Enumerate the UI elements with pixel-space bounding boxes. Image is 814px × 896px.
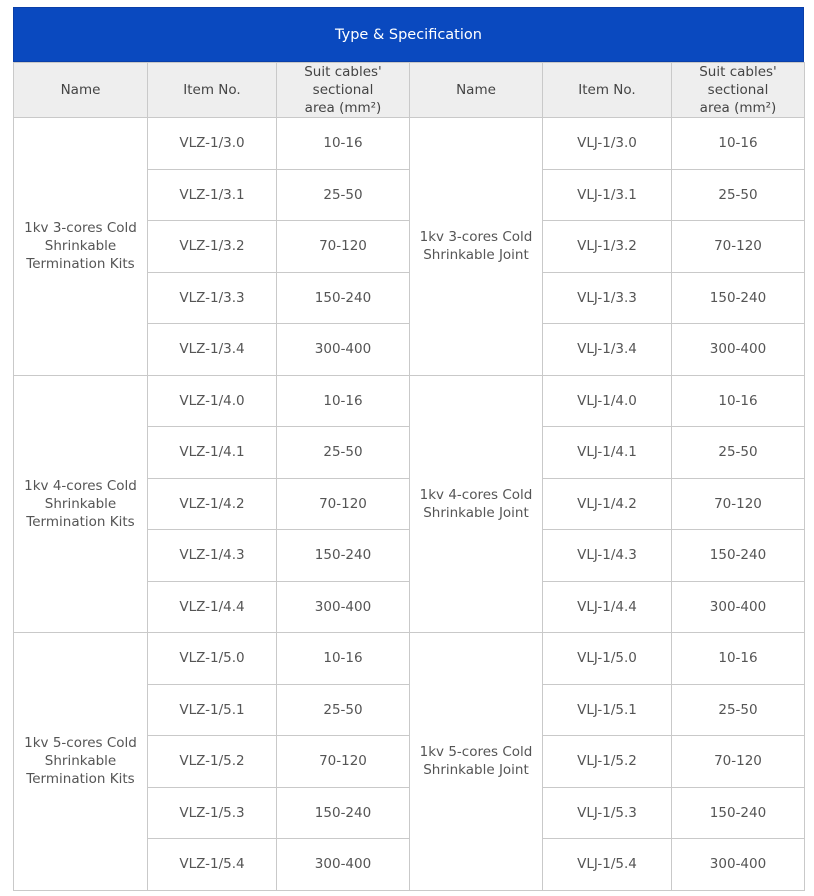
left-product-name-line: Shrinkable bbox=[44, 495, 117, 512]
left-cable-area: 70-120 bbox=[277, 221, 410, 273]
header-area-right bbox=[672, 63, 805, 118]
header-item-right: Item No. bbox=[543, 63, 672, 118]
left-product-name-line: Shrinkable bbox=[44, 238, 117, 255]
right-product-name-line: Shrinkable Joint bbox=[423, 762, 529, 779]
right-item-no: VLJ-1/3.2 bbox=[543, 221, 672, 273]
left-item-no: VLZ-1/3.1 bbox=[148, 169, 277, 221]
right-cable-area: 300-400 bbox=[672, 581, 805, 633]
table-title: Type & Specification bbox=[13, 7, 804, 62]
left-cable-area: 70-120 bbox=[277, 736, 410, 788]
right-cable-area: 10-16 bbox=[672, 375, 805, 427]
left-item-no: VLZ-1/5.0 bbox=[148, 633, 277, 685]
right-cable-area: 10-16 bbox=[672, 633, 805, 685]
right-product-name-line: 1kv 4-cores Cold bbox=[419, 486, 533, 503]
left-item-no: VLZ-1/3.4 bbox=[148, 324, 277, 376]
right-item-no: VLJ-1/5.3 bbox=[543, 787, 672, 839]
right-product-name bbox=[410, 633, 543, 891]
left-item-no: VLZ-1/3.3 bbox=[148, 272, 277, 324]
header-area-left-line3: area (mm²) bbox=[304, 100, 382, 116]
left-cable-area: 10-16 bbox=[277, 633, 410, 685]
left-product-name-line: 1kv 3-cores Cold bbox=[24, 220, 137, 237]
left-cable-area: 150-240 bbox=[277, 530, 410, 582]
spec-table-container bbox=[13, 7, 804, 891]
right-cable-area: 70-120 bbox=[672, 478, 805, 530]
right-item-no: VLJ-1/3.0 bbox=[543, 118, 672, 170]
header-area-right-line2: sectional bbox=[707, 82, 769, 98]
right-item-no: VLJ-1/5.4 bbox=[543, 839, 672, 891]
header-name-left: Name bbox=[14, 63, 148, 118]
header-area-right-line3: area (mm²) bbox=[699, 100, 777, 116]
left-cable-area: 10-16 bbox=[277, 375, 410, 427]
left-cable-area: 70-120 bbox=[277, 478, 410, 530]
right-product-name bbox=[410, 118, 543, 376]
right-cable-area: 150-240 bbox=[672, 787, 805, 839]
left-cable-area: 300-400 bbox=[277, 581, 410, 633]
table-body bbox=[14, 118, 805, 891]
table-row bbox=[14, 375, 805, 427]
left-item-no: VLZ-1/4.4 bbox=[148, 581, 277, 633]
right-product-name-line: 1kv 3-cores Cold bbox=[419, 229, 533, 246]
right-product-name bbox=[410, 375, 543, 633]
right-item-no: VLJ-1/4.4 bbox=[543, 581, 672, 633]
left-cable-area: 25-50 bbox=[277, 169, 410, 221]
left-cable-area: 300-400 bbox=[277, 839, 410, 891]
left-cable-area: 300-400 bbox=[277, 324, 410, 376]
right-cable-area: 25-50 bbox=[672, 684, 805, 736]
right-cable-area: 70-120 bbox=[672, 221, 805, 273]
left-item-no: VLZ-1/5.1 bbox=[148, 684, 277, 736]
right-product-name-line: Shrinkable Joint bbox=[423, 247, 529, 264]
header-area-left-line1: Suit cables' bbox=[304, 64, 382, 80]
right-item-no: VLJ-1/3.3 bbox=[543, 272, 672, 324]
right-cable-area: 25-50 bbox=[672, 169, 805, 221]
left-item-no: VLZ-1/3.2 bbox=[148, 221, 277, 273]
left-cable-area: 150-240 bbox=[277, 787, 410, 839]
right-item-no: VLJ-1/3.1 bbox=[543, 169, 672, 221]
right-item-no: VLJ-1/5.1 bbox=[543, 684, 672, 736]
left-item-no: VLZ-1/5.2 bbox=[148, 736, 277, 788]
table-row bbox=[14, 118, 805, 170]
right-cable-area: 70-120 bbox=[672, 736, 805, 788]
table-row bbox=[14, 633, 805, 685]
left-item-no: VLZ-1/4.0 bbox=[148, 375, 277, 427]
right-cable-area: 150-240 bbox=[672, 530, 805, 582]
right-item-no: VLJ-1/4.0 bbox=[543, 375, 672, 427]
right-item-no: VLJ-1/4.1 bbox=[543, 427, 672, 479]
left-product-name-line: 1kv 5-cores Cold bbox=[24, 735, 137, 752]
left-item-no: VLZ-1/4.1 bbox=[148, 427, 277, 479]
left-item-no: VLZ-1/3.0 bbox=[148, 118, 277, 170]
left-product-name bbox=[14, 633, 148, 891]
left-product-name-line: Termination Kits bbox=[26, 771, 135, 788]
right-cable-area: 25-50 bbox=[672, 427, 805, 479]
right-item-no: VLJ-1/5.0 bbox=[543, 633, 672, 685]
right-product-name-line: Shrinkable Joint bbox=[423, 504, 529, 521]
left-product-name-line: Termination Kits bbox=[26, 513, 135, 530]
left-product-name-line: Shrinkable bbox=[44, 753, 117, 770]
left-cable-area: 25-50 bbox=[277, 684, 410, 736]
right-item-no: VLJ-1/5.2 bbox=[543, 736, 672, 788]
left-cable-area: 150-240 bbox=[277, 272, 410, 324]
header-item-left: Item No. bbox=[148, 63, 277, 118]
left-product-name bbox=[14, 375, 148, 633]
left-item-no: VLZ-1/4.3 bbox=[148, 530, 277, 582]
header-area-left bbox=[277, 63, 410, 118]
right-cable-area: 10-16 bbox=[672, 118, 805, 170]
left-cable-area: 25-50 bbox=[277, 427, 410, 479]
right-cable-area: 300-400 bbox=[672, 839, 805, 891]
header-name-right: Name bbox=[410, 63, 543, 118]
left-item-no: VLZ-1/5.4 bbox=[148, 839, 277, 891]
spec-table bbox=[13, 62, 805, 891]
left-item-no: VLZ-1/5.3 bbox=[148, 787, 277, 839]
left-product-name-line: 1kv 4-cores Cold bbox=[24, 477, 137, 494]
right-product-name-line: 1kv 5-cores Cold bbox=[419, 744, 533, 761]
right-cable-area: 150-240 bbox=[672, 272, 805, 324]
header-area-right-line1: Suit cables' bbox=[699, 64, 777, 80]
right-item-no: VLJ-1/4.3 bbox=[543, 530, 672, 582]
left-product-name bbox=[14, 118, 148, 376]
right-item-no: VLJ-1/3.4 bbox=[543, 324, 672, 376]
left-item-no: VLZ-1/4.2 bbox=[148, 478, 277, 530]
header-row bbox=[14, 63, 805, 118]
left-product-name-line: Termination Kits bbox=[26, 256, 135, 273]
left-cable-area: 10-16 bbox=[277, 118, 410, 170]
right-item-no: VLJ-1/4.2 bbox=[543, 478, 672, 530]
right-cable-area: 300-400 bbox=[672, 324, 805, 376]
header-area-left-line2: sectional bbox=[312, 82, 374, 98]
